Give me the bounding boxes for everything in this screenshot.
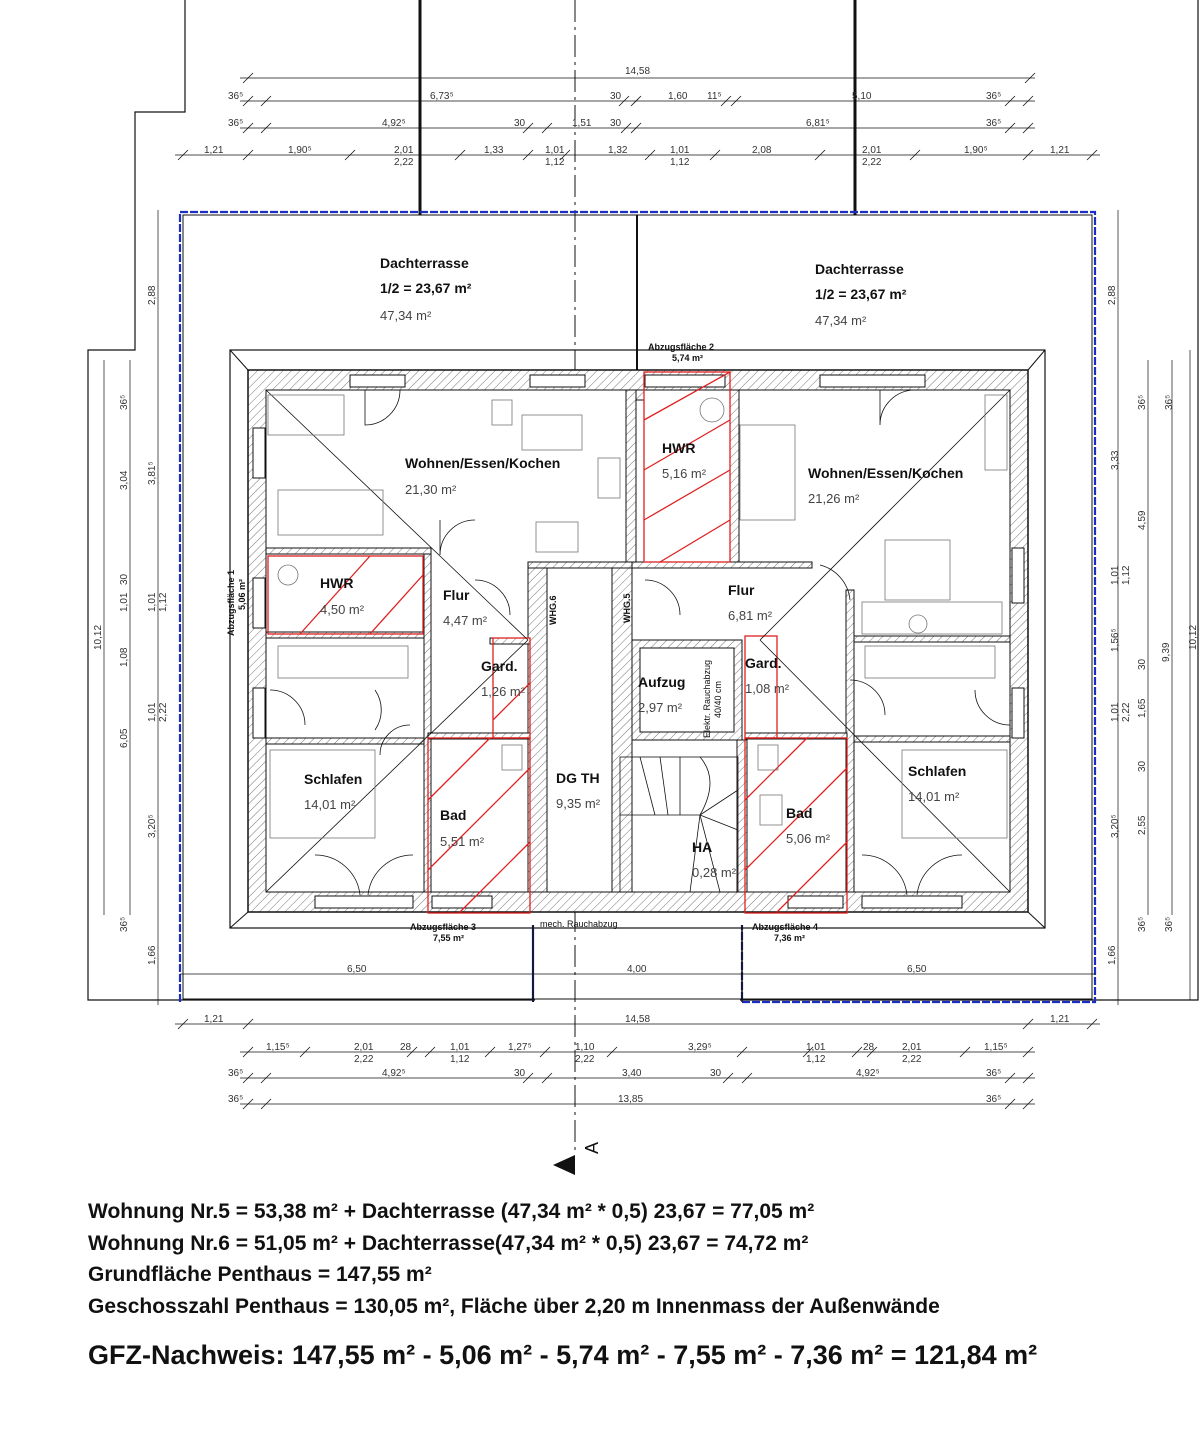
dim-terrace: 4,00 <box>627 964 647 975</box>
dim-right-mid: 1,01 <box>1110 702 1121 722</box>
room-name-living-right: Wohnen/Essen/Kochen <box>808 465 964 481</box>
room-area-gard-right: 1,08 m² <box>745 681 790 696</box>
dim-top-r1: 30 <box>610 91 622 102</box>
dim-top-r1: 36⁵ <box>228 91 244 102</box>
label-abzug3: Abzugsfläche 3 <box>410 922 477 932</box>
gfz-summary: GFZ-Nachweis: 147,55 m² - 5,06 m² - 5,74 m² - 7,55 m² - 7,36 m² = 121,84 m² <box>88 1340 1038 1370</box>
dim-left-outer: 10,12 <box>93 624 104 650</box>
dim-top-r3: 2,22 <box>394 157 414 168</box>
label-abzug4-area: 7,36 m² <box>774 933 806 943</box>
dim-right-mid: 1,56⁵ <box>1110 628 1121 652</box>
room-name-ha: HA <box>692 839 713 855</box>
room-area-ha: 0,28 m² <box>692 865 737 880</box>
room-name-schlafen-right: Schlafen <box>908 763 967 779</box>
dim-bottom-r3: 36⁵ <box>986 1094 1002 1105</box>
dim-left-inner: 1,01 <box>147 702 158 722</box>
dim-bottom-r2: 36⁵ <box>228 1068 244 1079</box>
dim-bottom-r1: 1,12 <box>806 1054 826 1065</box>
dim-bottom-r1: 28 <box>400 1042 412 1053</box>
room-name-bad-left: Bad <box>440 807 467 823</box>
dim-left-mid: 36⁵ <box>119 394 130 410</box>
room-area-bad-right: 5,06 m² <box>786 831 831 846</box>
dim-top-r1: 11⁵ <box>707 91 722 102</box>
dimension-text-right <box>1107 285 1199 965</box>
dim-bottom-r1: 1,15⁵ <box>266 1042 290 1053</box>
dim-top-r3: 2,01 <box>862 145 882 156</box>
dimension-text-bottom <box>204 964 1070 1105</box>
room-area-bad-left: 5,51 m² <box>440 834 485 849</box>
dim-bottom-r1: 2,22 <box>575 1054 595 1065</box>
dim-top-r3: 2,01 <box>394 145 414 156</box>
label-abzug2: Abzugsfläche 2 <box>648 342 715 352</box>
dim-bottom-r2: 36⁵ <box>986 1068 1002 1079</box>
dim-bottom-r1: 2,22 <box>902 1054 922 1065</box>
dim-top-r3: 1,90⁵ <box>288 145 312 156</box>
dim-bottom-r2: 30 <box>710 1068 722 1079</box>
dim-top-r2: 36⁵ <box>228 118 244 129</box>
room-name-hwr-right: HWR <box>662 440 696 456</box>
dim-top-r1: 6,73⁵ <box>430 91 454 102</box>
room-share-terrace-left: 1/2 = 23,67 m² <box>380 280 472 296</box>
dim-right-mid: 36⁵ <box>1137 394 1148 410</box>
note-geschosszahl: Geschosszahl Penthaus = 130,05 m², Fläche über 2,20 m Innenmass der Außenwände <box>88 1294 940 1318</box>
dim-right-outer: 2,88 <box>1107 285 1118 305</box>
dim-right-mid: 3,20⁵ <box>1110 814 1121 838</box>
dim-right-inner: 4,59 <box>1137 510 1148 530</box>
dim-top-r2: 30 <box>610 118 622 129</box>
dim-top-r3: 2,08 <box>752 145 772 156</box>
dim-bottom-r1: 3,29⁵ <box>688 1042 712 1053</box>
dim-bottom-r2: 30 <box>514 1068 526 1079</box>
dim-top-r3: 1,32 <box>608 145 628 156</box>
note-wohnung-6: Wohnung Nr.6 = 51,05 m² + Dachterrasse(47,34 m² * 0,5) 23,67 = 74,72 m² <box>88 1231 809 1255</box>
room-area-terrace-right: 47,34 m² <box>815 313 867 328</box>
dim-right-mid: 2,22 <box>1121 702 1132 722</box>
dimension-text-top <box>204 66 1070 168</box>
room-area-living-right: 21,26 m² <box>808 491 860 506</box>
dim-bottom-r1: 1,15⁵ <box>984 1042 1008 1053</box>
dim-left-outer: 1,66 <box>147 945 158 965</box>
dim-right-mid: 1,01 <box>1110 565 1121 585</box>
dim-left-inner: 2,22 <box>158 702 169 722</box>
dim-top-r1: 1,60 <box>668 91 688 102</box>
room-name-terrace-right: Dachterrasse <box>815 261 904 277</box>
room-name-hwr-left: HWR <box>320 575 354 591</box>
dim-bottom-r1: 28 <box>863 1042 875 1053</box>
room-area-schlafen-right: 14,01 m² <box>908 789 960 804</box>
dim-top-r3: 1,01 <box>670 145 690 156</box>
section-marker: A <box>582 1141 602 1154</box>
dim-right-mid: 36⁵ <box>1137 916 1148 932</box>
label-abzug1-area: 5,06 m² <box>237 578 247 610</box>
room-name-flur-left: Flur <box>443 587 470 603</box>
dim-top-r3: 1,12 <box>545 157 565 168</box>
dim-top-r3: 2,22 <box>862 157 882 168</box>
dim-top-r3: 1,21 <box>1050 145 1070 156</box>
note-grundflaeche: Grundfläche Penthaus = 147,55 m² <box>88 1263 432 1286</box>
dim-top-r2: 36⁵ <box>986 118 1002 129</box>
dim-left-mid: 1,01 <box>119 592 130 612</box>
dim-bottom-r0: 1,21 <box>204 1014 224 1025</box>
room-area-schlafen-left: 14,01 m² <box>304 797 356 812</box>
dim-top-r3: 1,21 <box>204 145 224 156</box>
dim-left-mid: 6,05 <box>119 728 130 748</box>
room-area-gard-left: 1,26 m² <box>481 684 526 699</box>
dim-top-r1: 36⁵ <box>986 91 1002 102</box>
room-name-flur-right: Flur <box>728 582 755 598</box>
dim-top-r1: 5,10 <box>852 91 872 102</box>
dim-left-inner: 1,01 <box>147 592 158 612</box>
room-area-living-left: 21,30 m² <box>405 482 457 497</box>
dim-right-mid: 1,12 <box>1121 565 1132 585</box>
dim-right-inner: 30 <box>1137 760 1148 772</box>
room-area-aufzug: 2,97 m² <box>638 700 683 715</box>
dim-terrace: 6,50 <box>347 964 367 975</box>
label-abzug3-area: 7,55 m² <box>433 933 465 943</box>
dim-left-inner: 1,12 <box>158 592 169 612</box>
label-abzug1: Abzugsfläche 1 <box>226 569 236 636</box>
room-area-hwr-left: 4,50 m² <box>320 602 365 617</box>
dim-top-r2: 30 <box>514 118 526 129</box>
area-notes <box>88 1196 1188 1322</box>
section-arrow <box>553 1155 575 1175</box>
dim-bottom-r3: 13,85 <box>618 1094 644 1105</box>
room-name-aufzug: Aufzug <box>638 674 686 690</box>
label-mech-rauchabzug: mech. Rauchabzug <box>540 919 618 929</box>
room-area-terrace-left: 47,34 m² <box>380 308 432 323</box>
dim-bottom-total: 14,58 <box>625 1014 651 1025</box>
room-name-gard-right: Gard. <box>745 655 782 671</box>
room-name-dg-th: DG TH <box>556 770 600 786</box>
dim-bottom-r1: 1,12 <box>450 1054 470 1065</box>
dim-left-mid: 1,08 <box>119 647 130 667</box>
dim-right-inner: 2,55 <box>1137 815 1148 835</box>
dim-right-inner: 9,39 <box>1161 642 1172 662</box>
dim-left-inner: 3,20⁵ <box>147 814 158 838</box>
dim-top-r3: 1,01 <box>545 145 565 156</box>
room-name-gard-left: Gard. <box>481 658 518 674</box>
label-abzug2-area: 5,74 m² <box>672 353 704 363</box>
room-area-hwr-right: 5,16 m² <box>662 466 707 481</box>
label-abzug4: Abzugsfläche 4 <box>752 922 819 932</box>
dim-top-r3: 1,33 <box>484 145 504 156</box>
label-whg6: WHG.6 <box>548 595 558 625</box>
dim-left-mid: 30 <box>119 573 130 585</box>
dim-terrace: 6,50 <box>907 964 927 975</box>
dim-bottom-r1: 1,01 <box>450 1042 470 1053</box>
dim-bottom-r1: 1,01 <box>806 1042 826 1053</box>
dim-bottom-r1: 1,10 <box>575 1042 595 1053</box>
dim-bottom-r1: 2,01 <box>354 1042 374 1053</box>
dim-left-mid: 3,04 <box>119 470 130 490</box>
dimension-text-left <box>93 285 169 965</box>
room-name-schlafen-left: Schlafen <box>304 771 363 787</box>
room-name-terrace-left: Dachterrasse <box>380 255 469 271</box>
room-area-dg-th: 9,35 m² <box>556 796 601 811</box>
label-rauchabzug-size: 40/40 cm <box>713 680 723 718</box>
room-share-terrace-right: 1/2 = 23,67 m² <box>815 286 907 302</box>
dim-right-mid: 3,33 <box>1110 450 1121 470</box>
room-name-bad-right: Bad <box>786 805 813 821</box>
label-whg5: WHG.5 <box>622 593 632 623</box>
dim-top-total: 14,58 <box>625 66 651 77</box>
dim-bottom-r0: 1,21 <box>1050 1014 1070 1025</box>
dim-top-r2: 1,51 <box>572 118 592 129</box>
dim-top-r2: 4,92⁵ <box>382 118 406 129</box>
dim-right-inner: 1,65 <box>1137 698 1148 718</box>
dim-bottom-r1: 2,01 <box>902 1042 922 1053</box>
room-area-flur-right: 6,81 m² <box>728 608 773 623</box>
dim-left-inner: 3,81⁵ <box>147 461 158 485</box>
dim-top-r3: 1,12 <box>670 157 690 168</box>
dim-top-r2: 6,81⁵ <box>806 118 830 129</box>
dim-bottom-r2: 4,92⁵ <box>856 1068 880 1079</box>
dim-bottom-r1: 1,27⁵ <box>508 1042 532 1053</box>
dim-right-inner: 36⁵ <box>1164 916 1175 932</box>
dim-bottom-r2: 3,40 <box>622 1068 642 1079</box>
dim-bottom-r1: 2,22 <box>354 1054 374 1065</box>
dim-left-outer: 2,88 <box>147 285 158 305</box>
dim-right-outer: 10,12 <box>1188 624 1199 650</box>
note-wohnung-5: Wohnung Nr.5 = 53,38 m² + Dachterrasse (47,34 m² * 0,5) 23,67 = 77,05 m² <box>88 1200 815 1223</box>
room-name-living-left: Wohnen/Essen/Kochen <box>405 455 561 471</box>
dim-right-outer: 1,66 <box>1107 945 1118 965</box>
dim-left-mid: 36⁵ <box>119 916 130 932</box>
dim-right-inner: 30 <box>1137 658 1148 670</box>
dim-bottom-r2: 4,92⁵ <box>382 1068 406 1079</box>
dim-bottom-r3: 36⁵ <box>228 1094 244 1105</box>
room-area-flur-left: 4,47 m² <box>443 613 488 628</box>
dim-right-inner: 36⁵ <box>1164 394 1175 410</box>
label-rauchabzug: Elektr. Rauchabzug <box>702 659 712 738</box>
dim-top-r3: 1,90⁵ <box>964 145 988 156</box>
